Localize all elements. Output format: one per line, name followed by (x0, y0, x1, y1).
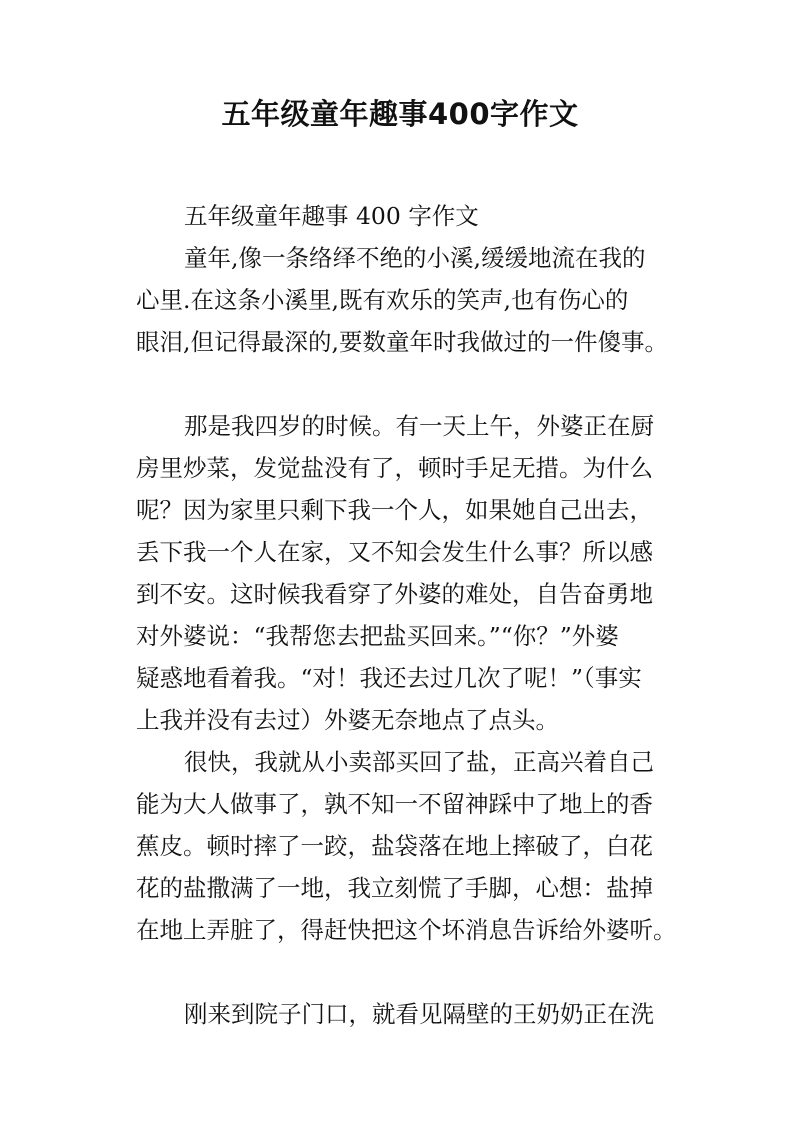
text-line: 花的盐撒满了一地，我立刻慌了手脚，心想：盐掉 (136, 874, 653, 902)
text-line: 上我并没有去过）外婆无奈地点了点头。 (136, 706, 559, 734)
text-line: 眼泪,但记得最深的,要数童年时我做过的一件傻事。 (136, 328, 668, 356)
text-line: 房里炒菜，发觉盐没有了，顿时手足无措。为什么 (136, 454, 653, 482)
text-line: 疑惑地看着我。“对！我还去过几次了呢！”（事实 (136, 664, 642, 692)
text-line: 刚来到院子门口，就看见隔壁的王奶奶正在洗 (184, 1000, 654, 1028)
text-line: 对外婆说：“我帮您去把盐买回来。”“你？”外婆 (136, 622, 619, 650)
text-line: 那是我四岁的时候。有一天上午，外婆正在厨 (184, 412, 654, 440)
document-title: 五年级童年趣事400字作文 (221, 97, 579, 131)
text-line: 童年,像一条络绎不绝的小溪,缓缓地流在我的 (184, 244, 646, 272)
text-line: 很快，我就从小卖部买回了盐，正高兴着自己 (184, 748, 654, 776)
text-line: 在地上弄脏了，得赶快把这个坏消息告诉给外婆听。 (136, 916, 677, 944)
text-line: 五年级童年趣事 400 字作文 (184, 202, 479, 230)
text-line: 到不安。这时候我看穿了外婆的难处，自告奋勇地 (136, 580, 653, 608)
text-line: 能为大人做事了，孰不知一不留神踩中了地上的香 (136, 790, 653, 818)
text-line: 丢下我一个人在家，又不知会发生什么事？所以感 (136, 538, 653, 566)
text-line: 蕉皮。顿时摔了一跤，盐袋落在地上摔破了，白花 (136, 832, 653, 860)
text-line: 心里.在这条小溪里,既有欢乐的笑声,也有伤心的 (136, 286, 629, 314)
text-line: 呢？因为家里只剩下我一个人，如果她自己出去， (136, 496, 653, 524)
